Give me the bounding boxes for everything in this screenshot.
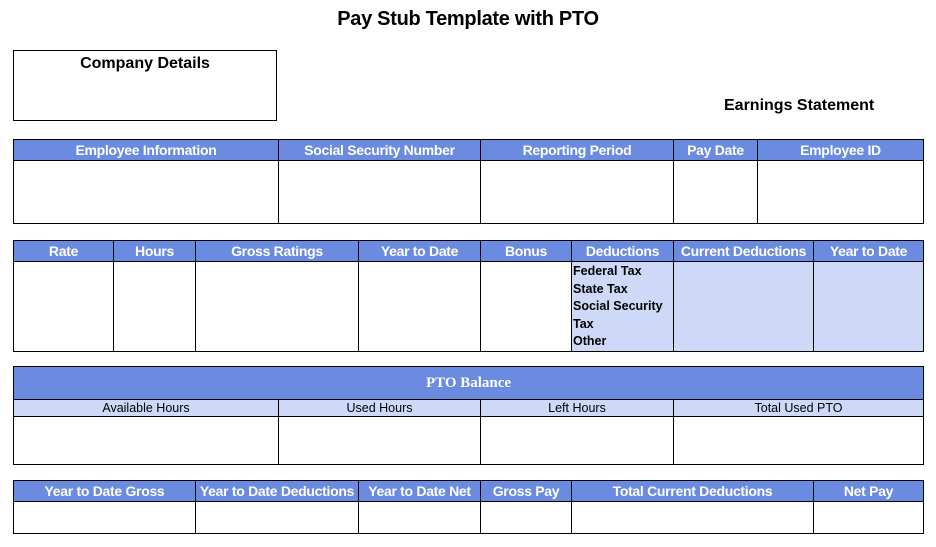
page-title: Pay Stub Template with PTO: [337, 8, 599, 30]
header-hours: Hours: [114, 241, 196, 262]
header-year-to-date-net: Year to Date Net: [359, 481, 481, 502]
header-employee-id: Employee ID: [758, 140, 924, 161]
employee-table: [13, 139, 924, 224]
cell-pay-date[interactable]: [674, 161, 758, 224]
header-year-to-date-gross: Year to Date Gross: [14, 481, 196, 502]
header-net-pay: Net Pay: [814, 481, 924, 502]
header-gross-pay: Gross Pay: [481, 481, 572, 502]
header-year-to-date: Year to Date: [359, 241, 481, 262]
earnings-statement-label: Earnings Statement: [724, 97, 875, 114]
header-gross-ratings: Gross Ratings: [196, 241, 359, 262]
deduction-item: Social Security: [573, 299, 663, 314]
deduction-item: State Tax: [573, 281, 628, 296]
cell-rate[interactable]: [14, 262, 114, 352]
cell-year-to-date-net[interactable]: [359, 502, 481, 534]
header-bonus: Bonus: [481, 241, 572, 262]
company-details-box[interactable]: [13, 50, 277, 121]
deductions-list: [572, 262, 674, 352]
cell-total-current-deductions[interactable]: [572, 502, 814, 534]
header-total-used-pto: Total Used PTO: [674, 400, 924, 417]
cell-employee-information[interactable]: [14, 161, 279, 224]
header-year-to-date-deductions-total: Year to Date Deductions: [196, 481, 359, 502]
header-pay-date: Pay Date: [674, 140, 758, 161]
cell-social-security-number[interactable]: [279, 161, 481, 224]
header-current-deductions: Current Deductions: [674, 241, 814, 262]
pto-table: [13, 366, 924, 465]
earnings-table: [13, 240, 924, 352]
cell-current-deductions[interactable]: [674, 262, 814, 352]
header-total-current-deductions: Total Current Deductions: [572, 481, 814, 502]
cell-year-to-date[interactable]: [359, 262, 481, 352]
cell-available-hours[interactable]: [14, 417, 279, 465]
cell-gross-ratings[interactable]: [196, 262, 359, 352]
cell-reporting-period[interactable]: [481, 161, 674, 224]
header-used-hours: Used Hours: [279, 400, 481, 417]
cell-total-used-pto[interactable]: [674, 417, 924, 465]
header-social-security-number: Social Security Number: [279, 140, 481, 161]
deduction-item: Federal Tax: [573, 264, 642, 278]
cell-hours[interactable]: [114, 262, 196, 352]
cell-employee-id[interactable]: [758, 161, 924, 224]
cell-gross-pay[interactable]: [481, 502, 572, 534]
summary-table: [13, 480, 924, 534]
header-reporting-period: Reporting Period: [481, 140, 674, 161]
deduction-item: Other: [573, 334, 607, 349]
header-deductions: Deductions: [572, 241, 674, 262]
cell-year-to-date-deductions[interactable]: [814, 262, 924, 352]
cell-year-to-date-gross[interactable]: [14, 502, 196, 534]
cell-used-hours[interactable]: [279, 417, 481, 465]
deduction-item: Tax: [573, 316, 594, 331]
company-details-label: Company Details: [80, 55, 210, 72]
header-employee-information: Employee Information: [14, 140, 279, 161]
header-rate: Rate: [14, 241, 114, 262]
cell-left-hours[interactable]: [481, 417, 674, 465]
cell-net-pay[interactable]: [814, 502, 924, 534]
cell-year-to-date-deductions-total[interactable]: [196, 502, 359, 534]
header-left-hours: Left Hours: [481, 400, 674, 417]
pto-balance-title: PTO Balance: [14, 367, 924, 400]
header-year-to-date-deductions: Year to Date: [814, 241, 924, 262]
header-available-hours: Available Hours: [14, 400, 279, 417]
cell-bonus[interactable]: [481, 262, 572, 352]
